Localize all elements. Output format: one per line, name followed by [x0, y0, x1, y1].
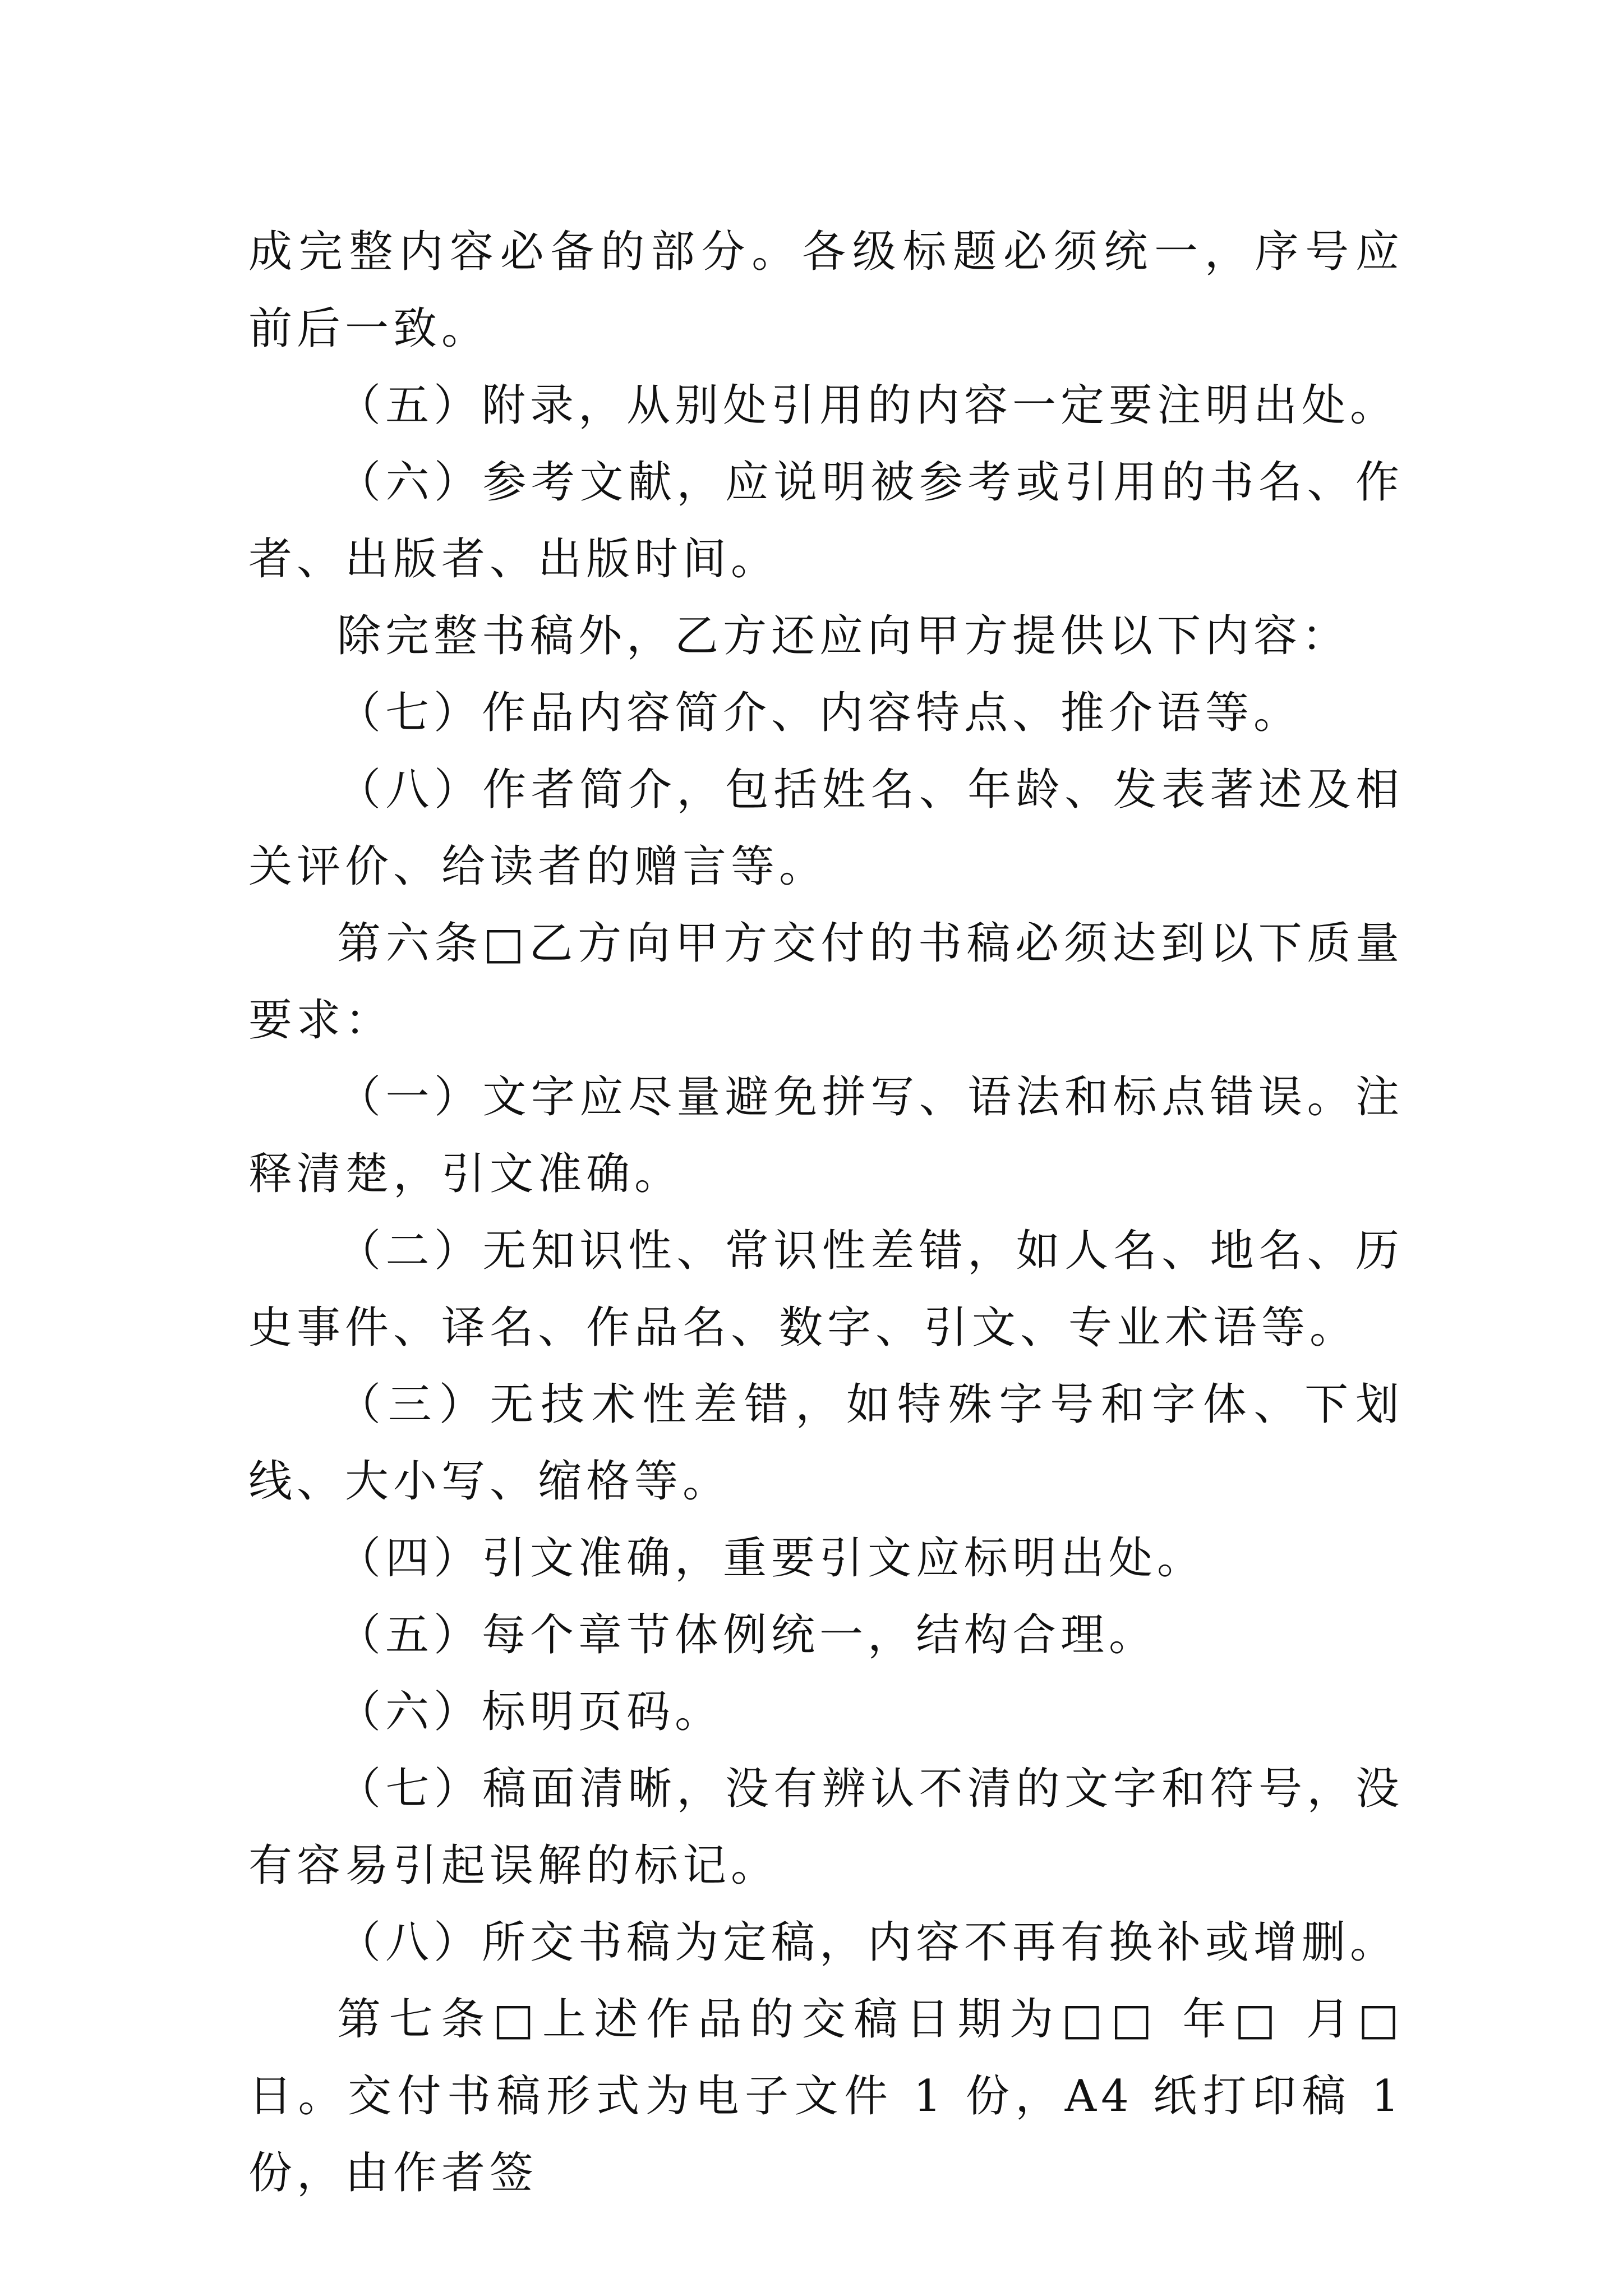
paragraph-quality-1: （一）文字应尽量避免拼写、语法和标点错误。注释清楚，引文准确。	[248, 1072, 1404, 1199]
paragraph-additional-content: 除完整书稿外，乙方还应向甲方提供以下内容：	[337, 611, 1350, 661]
document-body	[248, 214, 1404, 2212]
paragraph-article-six: 第六条□乙方向甲方交付的书稿必须达到以下质量要求：	[248, 918, 1404, 1046]
paragraph-appendix: （五）附录，从别处引用的内容一定要注明出处。	[337, 380, 1399, 431]
paragraph-work-intro: （七）作品内容简介、内容特点、推介语等。	[337, 688, 1302, 738]
paragraph-quality-7: （七）稿面清晰，没有辨认不清的文字和符号，没有容易引起误解的标记。	[248, 1764, 1404, 1891]
paragraph-quality-5: （五）每个章节体例统一，结构合理。	[337, 1610, 1158, 1660]
paragraph-author-intro: （八）作者简介，包括姓名、年龄、发表著述及相关评价、给读者的赠言等。	[248, 765, 1404, 892]
paragraph-article-seven: 第七条□上述作品的交稿日期为□□ 年□ 月□ 日。交付书稿形式为电子文件 1 份，A4 纸打印稿 1 份，由作者签	[248, 1994, 1404, 2198]
paragraph-references: （六）参考文献，应说明被参考或引用的书名、作者、出版者、出版时间。	[248, 457, 1404, 585]
paragraph-quality-3: （三）无技术性差错，如特殊字号和字体、下划线、大小写、缩格等。	[248, 1379, 1404, 1507]
paragraph-quality-4: （四）引文准确，重要引文应标明出处。	[337, 1533, 1206, 1584]
paragraph-quality-6: （六）标明页码。	[337, 1687, 723, 1737]
paragraph-quality-2: （二）无知识性、常识性差错，如人名、地名、历史事件、译名、作品名、数字、引文、专业术语等。	[248, 1226, 1404, 1353]
paragraph-quality-8: （八）所交书稿为定稿，内容不再有换补或增删。	[337, 1917, 1399, 1968]
paragraph-continuation: 成完整内容必备的部分。各级标题必须统一，序号应前后一致。	[248, 227, 1404, 354]
